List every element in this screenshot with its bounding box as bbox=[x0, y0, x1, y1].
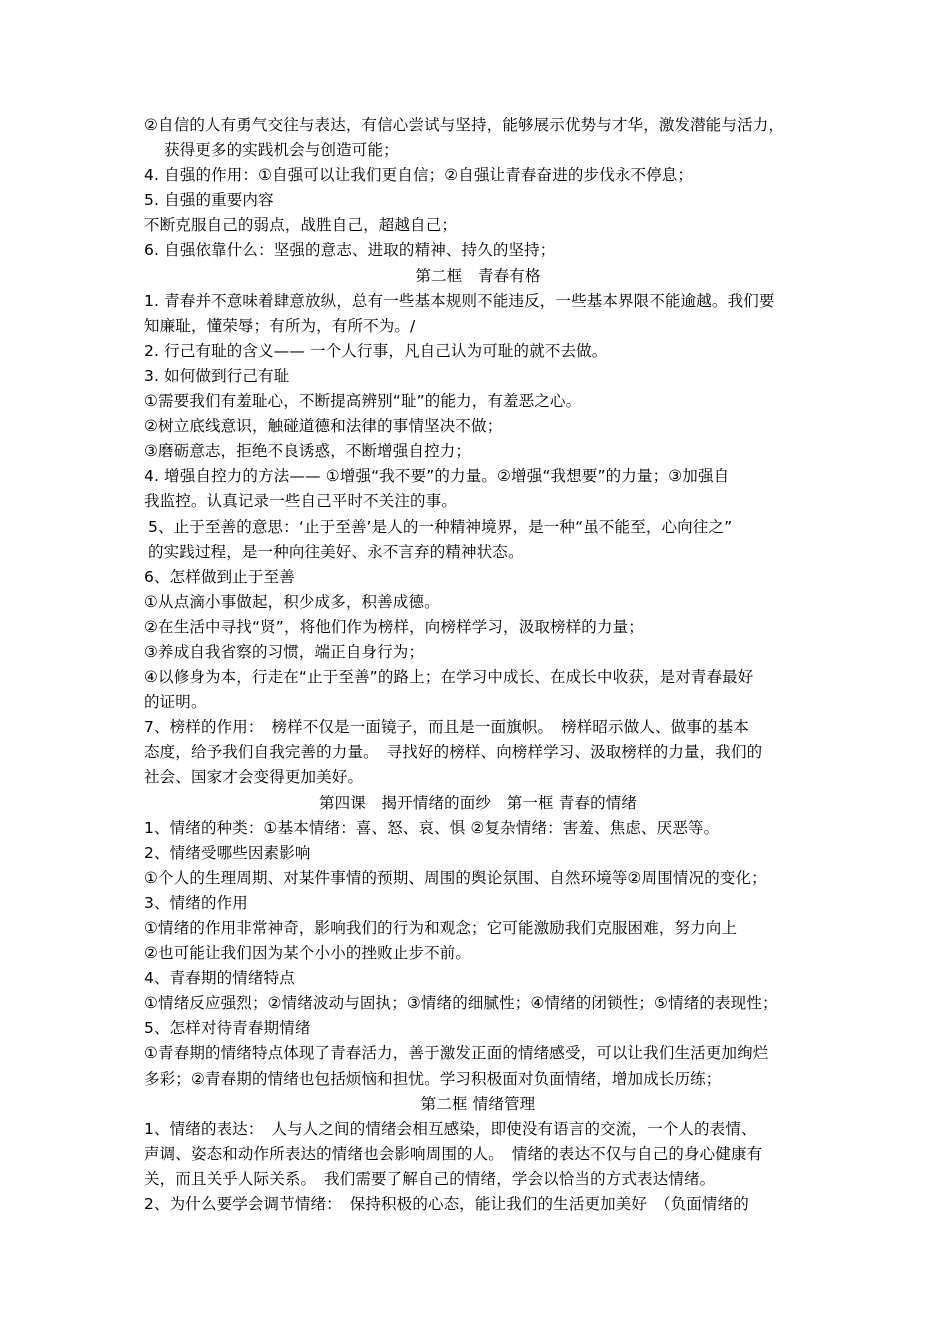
document-page bbox=[144, 113, 812, 1217]
text-line: 5、止于至善的意思：‘止于至善’是人的一种精神境界，是一种“虽不能至，心向往之” bbox=[148, 517, 733, 536]
text-line: 获得更多的实践机会与创造可能； bbox=[164, 141, 399, 160]
text-line: 1、情绪的种类：①基本情绪：喜、怒、哀、惧 ②复杂情绪：害羞、焦虑、厌恶等。 bbox=[144, 818, 720, 837]
text-line: ③磨砺意志，拒绝不良诱惑，不断增强自控力； bbox=[144, 442, 472, 461]
text-line: 知廉耻，懂荣辱；有所为，有所不为。/ bbox=[144, 316, 416, 335]
text-line: ①情绪反应强烈；②情绪波动与固执；③情绪的细腻性；④情绪的闭锁性；⑤情绪的表现性； bbox=[144, 994, 778, 1013]
text-line: 关，而且关乎人际关系。 我们需要了解自己的情绪，学会以恰当的方式表达情绪。 bbox=[144, 1169, 716, 1188]
text-line: 社会、国家才会变得更加美好。 bbox=[144, 768, 364, 787]
text-line: ②在生活中寻找“贤”，将他们作为榜样，向榜样学习，汲取榜样的力量； bbox=[144, 617, 644, 636]
text-line: 3. 如何做到行己有耻 bbox=[144, 366, 290, 385]
text-line: 6、怎样做到止于至善 bbox=[144, 567, 295, 586]
text-line: 2. 行己有耻的含义—— 一个人行事，凡自己认为可耻的就不去做。 bbox=[144, 341, 608, 360]
section-heading: 第二框 青春有格 bbox=[415, 266, 541, 285]
text-line: ①青春期的情绪特点体现了青春活力，善于激发正面的情绪感受，可以让我们生活更加绚烂 bbox=[144, 1044, 769, 1063]
text-line: 的实践过程，是一种向往美好、永不言弃的精神状态。 bbox=[148, 542, 524, 561]
text-line: 4. 自强的作用：①自强可以让我们更自信；②自强让青春奋进的步伐永不停息； bbox=[144, 166, 694, 185]
text-line: ③养成自我省察的习惯，端正自身行为； bbox=[144, 642, 425, 661]
text-line: 3、情绪的作用 bbox=[144, 893, 248, 912]
text-line: ④以修身为本，行走在“止于至善”的路上；在学习中成长、在成长中收获，是对青春最好 bbox=[144, 668, 754, 687]
text-line: 7、榜样的作用： 榜样不仅是一面镜子，而且是一面旗帜。 榜样昭示做人、做事的基本 bbox=[144, 718, 749, 737]
text-line: 4. 增强自控力的方法—— ①增强“我不要”的力量。②增强“我想要”的力量；③加强自 bbox=[144, 467, 730, 486]
text-line: ①从点滴小事做起，积少成多，积善成德。 bbox=[144, 592, 440, 611]
text-line: ②自信的人有勇气交往与表达，有信心尝试与坚持，能够展示优势与才华，激发潜能与活力， bbox=[144, 116, 785, 134]
text-line: 1、情绪的表达： 人与人之间的情绪会相互感染，即使没有语言的交流，一个人的表情、 bbox=[144, 1119, 757, 1138]
text-line: 态度，给予我们自我完善的力量。 寻找好的榜样、向榜样学习、汲取榜样的力量，我们的 bbox=[144, 743, 763, 762]
text-line: 2、为什么要学会调节情绪： 保持积极的心态，能让我们的生活更加美好 （负面情绪的 bbox=[144, 1195, 749, 1214]
text-line: ①个人的生理周期、对某件事情的预期、周围的舆论氛围、自然环境等②周围情况的变化； bbox=[144, 868, 767, 887]
text-line: 5. 自强的重要内容 bbox=[144, 191, 274, 210]
text-line: 2、情绪受哪些因素影响 bbox=[144, 843, 311, 862]
section-heading: 第二框 情绪管理 bbox=[420, 1094, 536, 1113]
text-line: 1. 青春并不意味着肆意放纵，总有一些基本规则不能违反，一些基本界限不能逾越。我们要 bbox=[144, 291, 775, 310]
text-line: ②树立底线意识，触碰道德和法律的事情坚决不做； bbox=[144, 417, 503, 436]
text-line: ②也可能让我们因为某个小小的挫败止步不前。 bbox=[144, 944, 472, 963]
text-line: 声调、姿态和动作所表达的情绪也会影响周围的人。 情绪的表达不仅与自己的身心健康有 bbox=[144, 1144, 763, 1163]
text-line: ①情绪的作用非常神奇，影响我们的行为和观念；它可能激励我们克服困难，努力向上 bbox=[144, 919, 738, 937]
text-line: 多彩；②青春期的情绪也包括烦恼和担忧。学习积极面对负面情绪，增加成长历练； bbox=[144, 1069, 722, 1088]
text-line: 的证明。 bbox=[144, 693, 207, 712]
text-line: ①需要我们有羞耻心，不断提高辨别“耻”的能力，有羞恶之心。 bbox=[144, 392, 582, 411]
section-heading: 第四课 揭开情绪的面纱 第一框 青春的情绪 bbox=[318, 793, 638, 812]
text-line: 不断克服自己的弱点，战胜自己，超越自己； bbox=[144, 216, 458, 235]
text-line: 5、怎样对待青春期情绪 bbox=[144, 1019, 311, 1038]
text-line: 我监控。认真记录一些自己平时不关注的事。 bbox=[144, 492, 458, 511]
text-line: 4、青春期的情绪特点 bbox=[144, 969, 295, 988]
text-line: 6. 自强依靠什么：坚强的意志、进取的精神、持久的坚持； bbox=[144, 241, 556, 260]
